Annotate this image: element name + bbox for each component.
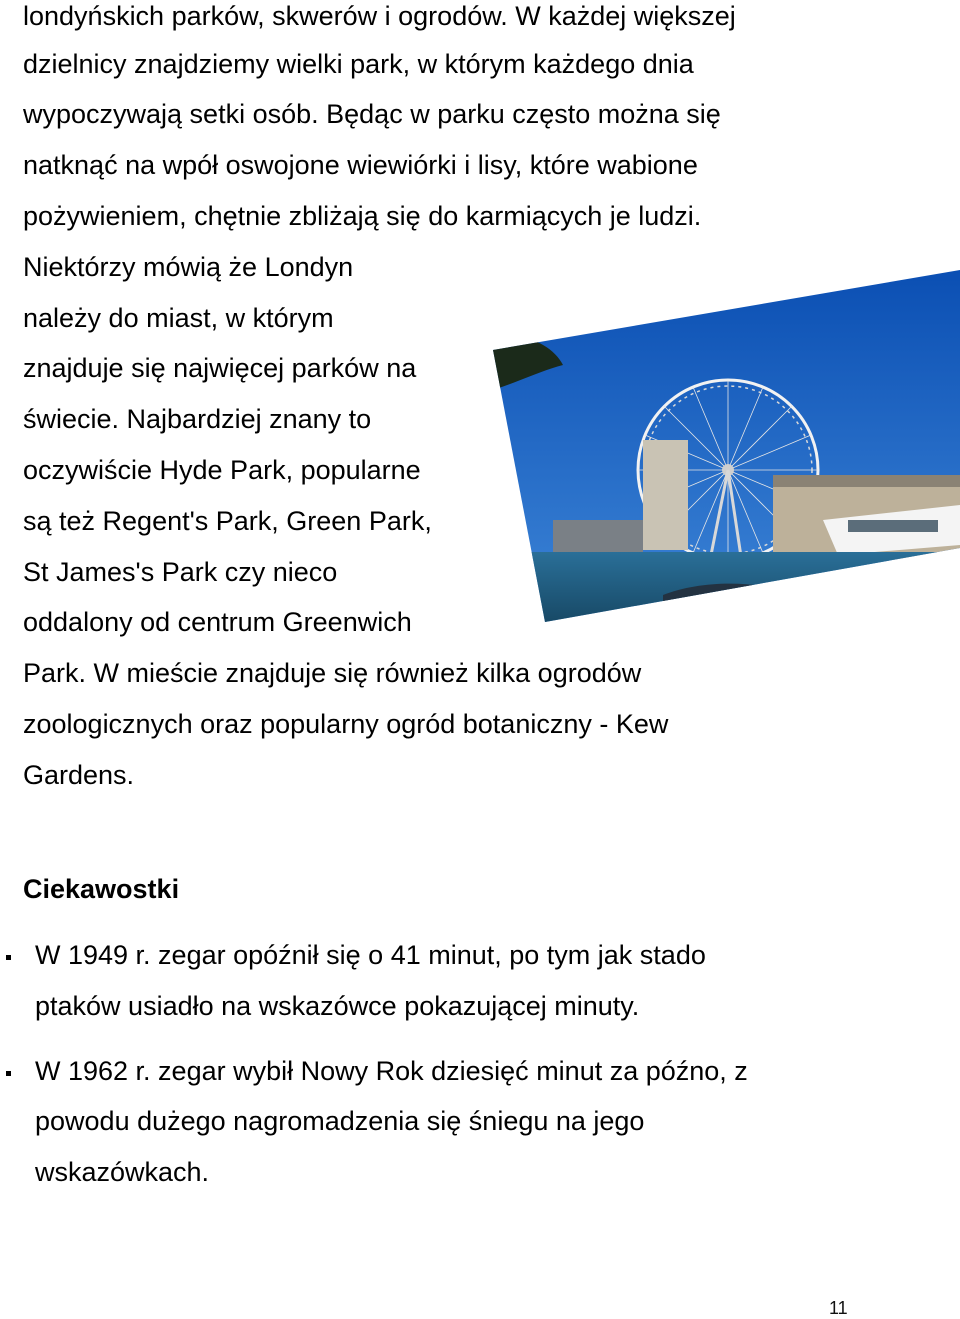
paragraph-line: wypoczywają setki osób. Będąc w parku często można się	[23, 99, 721, 129]
section-title: Ciekawostki	[23, 874, 180, 904]
paragraph-line: dzielnicy znajdziemy wielki park, w którym każdego dnia	[23, 49, 694, 79]
tower-building	[643, 440, 688, 550]
fact-line: powodu dużego nagromadzenia się śniegu na jego	[35, 1106, 645, 1136]
paragraph-line: zoologicznych oraz popularny ogród botaniczny - Kew	[23, 709, 669, 739]
paragraph-line: natknąć na wpół oswojone wiewiórki i lisy, które wabione	[23, 150, 698, 180]
river-water	[493, 552, 960, 630]
fact-line: W 1949 r. zegar opóźnił się o 41 minut, po tym jak stado	[35, 940, 706, 970]
paragraph-line: Gardens.	[23, 760, 135, 790]
london-eye-photo	[493, 270, 960, 630]
fact-line: ptaków usiadło na wskazówce pokazującej minuty.	[35, 991, 640, 1021]
fact-line: wskazówkach.	[35, 1157, 210, 1187]
paragraph-line: znajduje się najwięcej parków na	[23, 353, 417, 383]
paragraph-line: Niektórzy mówią że Londyn	[23, 252, 354, 282]
paragraph-line: londyńskich parków, skwerów i ogrodów. W każdej większej	[23, 1, 736, 31]
paragraph-line: należy do miast, w którym	[23, 303, 334, 333]
paragraph-line: St James's Park czy nieco	[23, 557, 338, 587]
paragraph-line: są też Regent's Park, Green Park,	[23, 506, 432, 536]
bullet-marker	[6, 1071, 11, 1076]
fact-line: W 1962 r. zegar wybił Nowy Rok dziesięć minut za późno, z	[35, 1056, 748, 1086]
bullet-marker	[6, 955, 11, 960]
paragraph-line: pożywieniem, chętnie zbliżają się do karmiących je ludzi.	[23, 201, 702, 231]
paragraph-line: oddalony od centrum Greenwich	[23, 607, 412, 637]
page-number: 11	[829, 1298, 848, 1318]
paragraph-line: świecie. Najbardziej znany to	[23, 404, 372, 434]
paragraph-line: oczywiście Hyde Park, popularne	[23, 455, 421, 485]
paragraph-line: Park. W mieście znajduje się również kilka ogrodów	[23, 658, 642, 688]
